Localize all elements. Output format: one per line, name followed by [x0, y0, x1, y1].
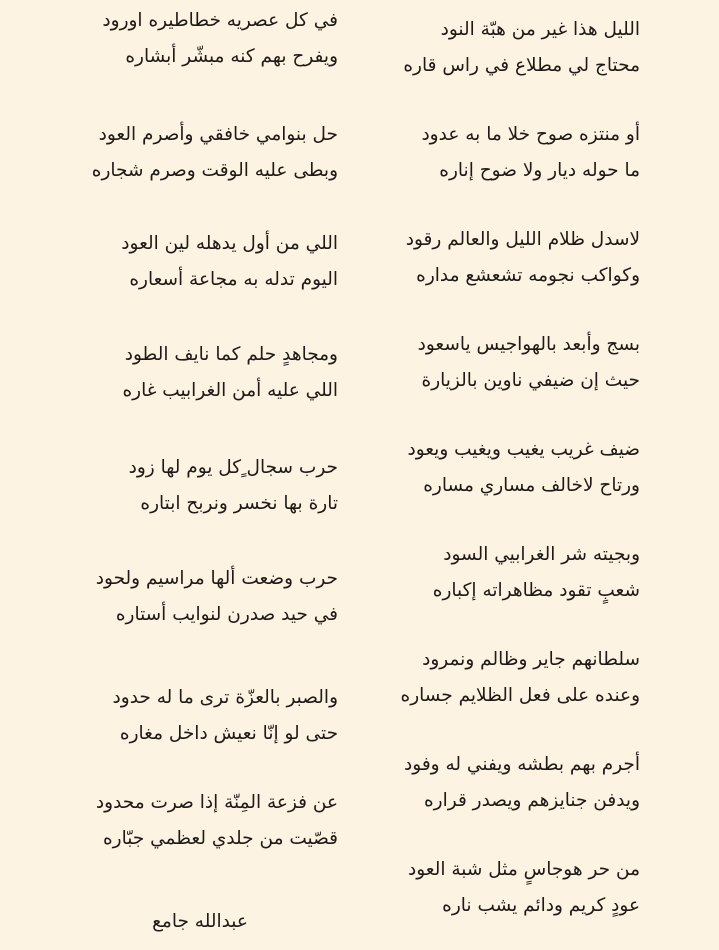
stanza — [360, 852, 640, 924]
verse-line: لاسدل ظلام الليل والعالم رقود — [405, 229, 640, 250]
stanza — [40, 785, 338, 857]
poet-signature: عبدالله جامع — [152, 911, 248, 932]
verse-line: ضيف غريب يغيب ويغيب ويعود — [407, 439, 640, 460]
verse-line: بسج وأبعد بالهواجيس ياسعود — [417, 334, 640, 355]
stanza — [360, 117, 640, 189]
poem-left-column — [40, 0, 338, 950]
stanza — [40, 117, 338, 189]
verse-line: ويدفن جنايزهم ويصدر قراره — [423, 790, 640, 811]
stanza — [360, 747, 640, 819]
stanza — [40, 3, 338, 75]
verse-line: شعبٍ تقود مظاهراته إكباره — [432, 580, 640, 601]
verse-line: عودٍ كريم ودائم يشب ناره — [442, 895, 640, 916]
stanza — [40, 680, 338, 752]
verse-line: سلطانهم جاير وظالم ونمرود — [422, 649, 640, 670]
verse-line: محتاج لي مطلاع في راس قاره — [403, 55, 640, 76]
stanza — [360, 537, 640, 609]
verse-line: اللي عليه أمن الغرابيب غاره — [122, 380, 338, 401]
verse-line: وبطى عليه الوقت وصرم شجاره — [91, 160, 338, 181]
stanza — [40, 450, 338, 522]
verse-line: حيث إن ضيفي ناوين بالزيارة — [421, 370, 640, 391]
verse-line: ورتاح لاخالف مساري مساره — [423, 475, 640, 496]
stanza — [360, 12, 640, 84]
verse-line: الليل هذا غير من هبّة النود — [440, 19, 640, 40]
verse-line: والصبر بالعزّة ترى ما له حدود — [112, 687, 338, 708]
verse-line: حل بنوامي خافقي وأصرم العود — [98, 124, 338, 145]
verse-line: حرب وضعت ألها مراسيم ولحود — [95, 568, 338, 589]
verse-line: أجرم بهم بطشه ويفني له وفود — [404, 754, 640, 775]
poem-right-column — [360, 0, 640, 950]
verse-line: وعنده على فعل الظلايم جساره — [400, 685, 640, 706]
verse-line: اليوم تدله به مجاعة أسعاره — [129, 269, 338, 290]
verse-line: في حيد صدرن لنوايب أستاره — [115, 604, 338, 625]
stanza — [40, 337, 338, 409]
verse-line: حرب سجال ٍكل يوم لها زود — [128, 457, 338, 478]
verse-line: ويفرح بهم كنه مبشّر أبشاره — [125, 46, 338, 67]
verse-line: وكواكب نجومه تشعشع مداره — [416, 265, 640, 286]
verse-line: من حر هوجاسٍ مثل شبة العود — [407, 859, 640, 880]
stanza — [360, 222, 640, 294]
stanza — [40, 561, 338, 633]
verse-line: في كل عصريه خطاطيره اورود — [102, 10, 338, 31]
verse-line: عن فزعة المِنّة إذا صرت محدود — [95, 792, 338, 813]
stanza — [40, 226, 338, 298]
stanza — [360, 642, 640, 714]
verse-line: ومجاهدٍ حلم كما نايف الطود — [124, 344, 338, 365]
verse-line: حتى لو إنّا نعيش داخل مغاره — [119, 723, 338, 744]
verse-line: أو منتزه صوح خلا ما به عدود — [421, 124, 640, 145]
stanza — [360, 432, 640, 504]
verse-line: قصّيت من جلدي لعظمي جبّاره — [102, 828, 338, 849]
verse-line: وبجيته شر الغرابيي السود — [443, 544, 640, 565]
stanza — [360, 327, 640, 399]
verse-line: تارة بها نخسر ونربح ابتاره — [140, 493, 338, 514]
verse-line: اللي من أول يدهله لين العود — [121, 233, 338, 254]
verse-line: ما حوله ديار ولا ضوح إناره — [439, 160, 640, 181]
